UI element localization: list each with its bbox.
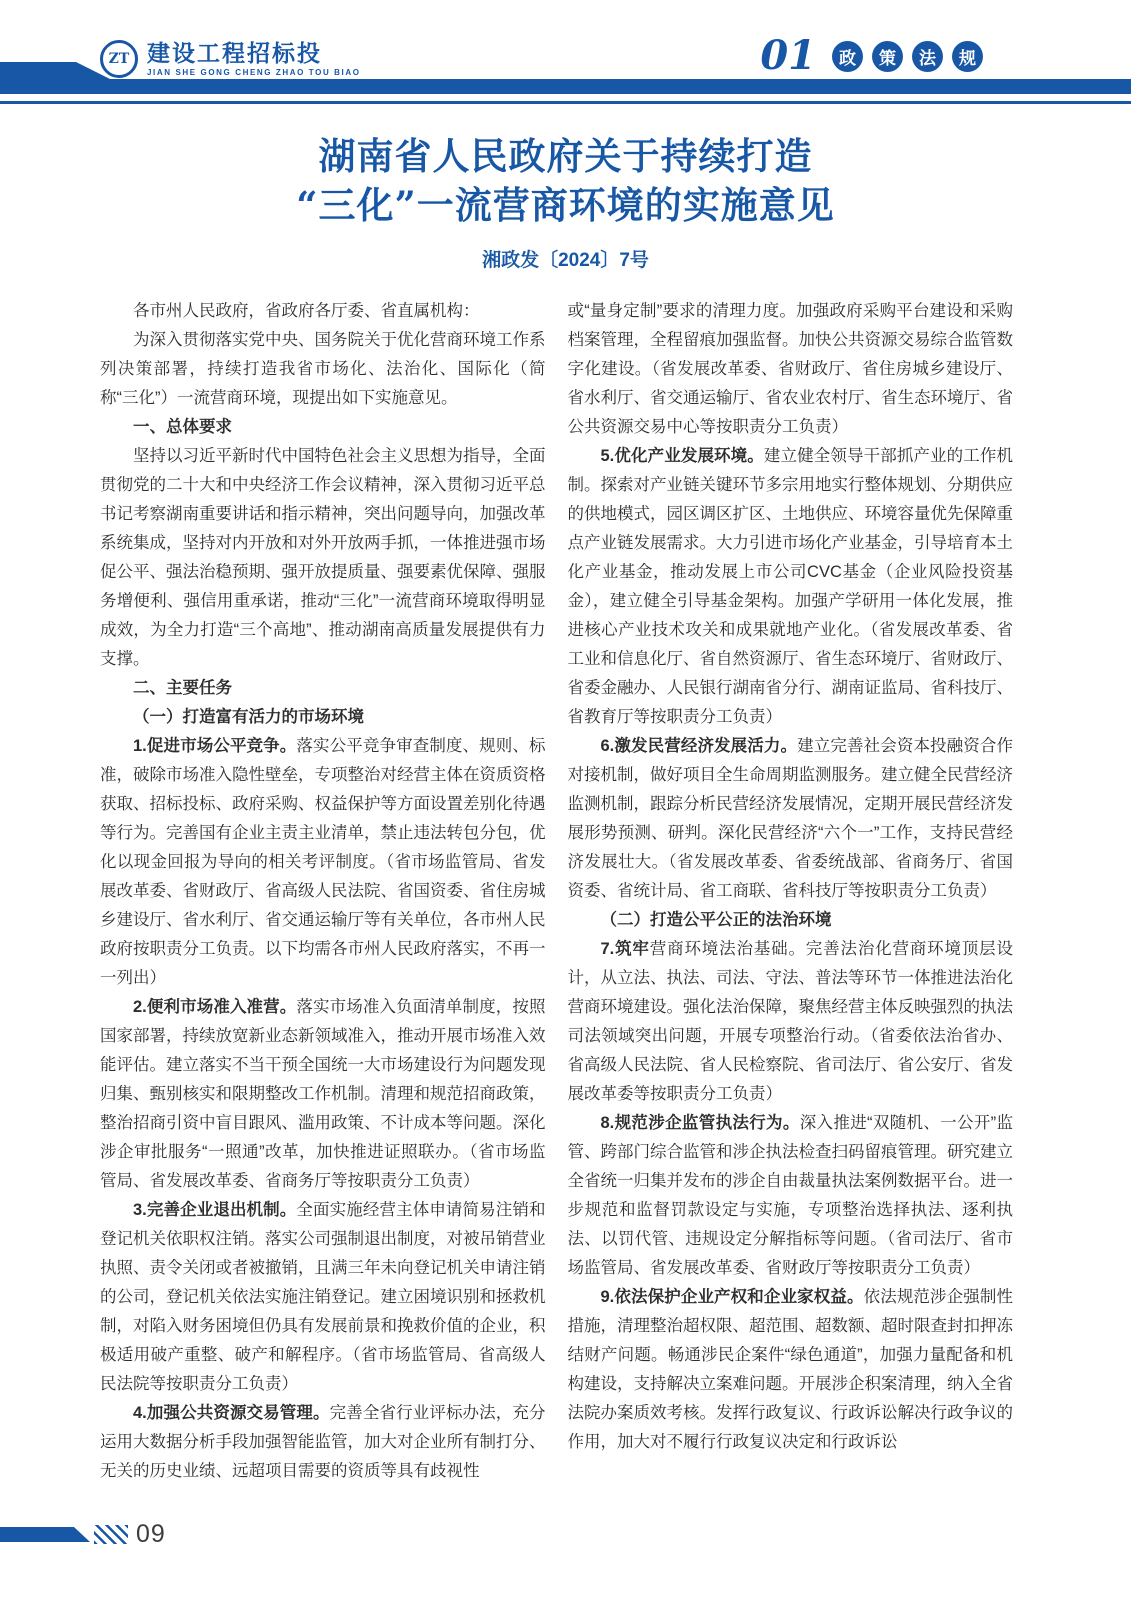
article-title (0, 132, 1131, 230)
section-badge: 策 (872, 41, 903, 72)
paragraph: 3.完善企业退出机制。全面实施经营主体申请简易注销和登记机关依职权注销。落实公司强制退出制度，对被吊销营业执照、责令关闭或者被撤销，且满三年未向登记机关申请注销的公司，登记机关依法实施注销登记。建立困境识别和拯救机制，对陷入财务困境但仍具有发展前景和挽救价值的企业，积极适用破产重整、破产和解程序。（省市场监管局、省高级人民法院等按职责分工负责） (100, 1201, 546, 1393)
section-heading: （一）打造富有活力的市场环境 (133, 708, 364, 726)
paragraph: 7.筑牢营商环境法治基础。完善法治化营商环境顶层设计，从立法、执法、司法、守法、普法等环节一体推进法治化营商环境建设。强化法治保障，聚焦经营主体反映强烈的执法司法领域突出问题，开展专项整治行动。（省委依法治省办、省高级人民法院、省人民检察院、省司法厅、省公安厅、省发展改革委等按职责分工负责） (567, 940, 1014, 1103)
paragraph: 5.优化产业发展环境。建立健全领导干部抓产业的工作机制。探索对产业链关键环节多宗用地实行整体规划、分期供应的供地模式，园区调区扩区、土地供应、环境容量优先保障重点产业链发展需求。大力引进市场化产业基金，引导培育本土化产业基金，推动发展上市公司CVC基金（企业风险投资基金），建立健全引导基金架构。加强产学研用一体化发展，推进核心产业技术攻关和成果就地产业化。（省发展改革委、省工业和信息化厅、省自然资源厅、省生态环境厅、省财政厅、省委金融办、人民银行湖南省分行、湖南证监局、省科技厅、省教育厅等按职责分工负责） (567, 447, 1014, 726)
logo-title: 建设工程招标投 (147, 39, 322, 66)
section-badge: 法 (912, 41, 943, 72)
section-header (760, 32, 983, 79)
section-heading: （二）打造公平公正的法治环境 (600, 911, 832, 929)
paragraph-lead: 7.筑牢 (600, 940, 650, 958)
logo-mark-icon: ZT (100, 40, 138, 78)
paragraph: 坚持以习近平新时代中国特色社会主义思想为指导，全面贯彻党的二十大和中央经济工作会议精神，深入贯彻习近平总书记考察湖南重要讲话和指示精神，突出问题导向，加强改革系统集成，坚持对内开放和对外开放两手抓，一体推进强市场促公平、强法治稳预期、强开放提质量、强要素优保障、强服务增便利、强信用重承诺，推动“三化”一流营商环境取得明显成效，为全力打造“三个高地”、推动湖南高质量发展提供有力支撑。 (100, 447, 546, 668)
paragraph-lead: 8.规范涉企监管执法行为。 (600, 1114, 800, 1132)
document-number: 湘政发〔2024〕7号 (482, 250, 649, 271)
section-badges (832, 41, 983, 72)
paragraph-lead: 4.加强公共资源交易管理。 (133, 1404, 330, 1422)
paragraph: 4.加强公共资源交易管理。完善全省行业评标办法，充分运用大数据分析手段加强智能监管，加大对企业所有制打分、无关的历史业绩、远超项目需要的资质等具有歧视性 (100, 1404, 546, 1480)
footer-stripes-icon (94, 1525, 128, 1544)
section-badge: 政 (832, 41, 863, 72)
paragraph: 6.激发民营经济发展活力。建立完善社会资本投融资合作对接机制，做好项目全生命周期监测服务。建立健全民营经济监测机制，跟踪分析民营经济发展情况，定期开展民营经济发展形势预测、研判。深化民营经济“六个一”工作，支持民营经济发展壮大。（省发展改革委、省委统战部、省商务厅、省国资委、省统计局、省工商联、省科技厅等按职责分工负责） (567, 737, 1014, 900)
paragraph: 9.依法保护企业产权和企业家权益。依法规范涉企强制性措施，清理整治超权限、超范围、超数额、超时限查封扣押冻结财产问题。畅通涉民企案件“绿色通道”，加强力量配备和机构建设，支持解决立案难问题。开展涉企积案清理，纳入全省法院办案质效考核。发挥行政复议、行政诉讼解决行政争议的作用，加大对不履行行政复议决定和行政诉讼 (567, 1288, 1014, 1451)
logo-subtitle: JIAN SHE GONG CHENG ZHAO TOU BIAO (147, 68, 361, 78)
paragraph: 各市州人民政府，省政府各厅委、省直属机构： (133, 302, 480, 320)
section-number: 01 (760, 32, 816, 79)
paragraph-lead: 2.便利市场准入准营。 (133, 998, 297, 1016)
paragraph-lead: 1.促进市场公平竞争。 (133, 737, 297, 755)
paragraph: 2.便利市场准入准营。落实市场准入负面清单制度，按照国家部署，持续放宽新业态新领域准入，推动开展市场准入效能评估。建立落实不当干预全国统一大市场建设行为问题发现归集、甄别核实和限期整改工作机制。清理和规范招商政策，整治招商引资中盲目跟风、滥用政策、不计成本等问题。深化涉企审批服务“一照通”改革，加快推进证照联办。（省市场监管局、省发展改革委、省商务厅等按职责分工负责） (100, 998, 546, 1190)
paragraph-lead: 5.优化产业发展环境。 (600, 447, 764, 465)
paragraph-lead: 9.依法保护企业产权和企业家权益。 (600, 1288, 864, 1306)
page-number: 09 (136, 1520, 166, 1548)
article-title-line1: 湖南省人民政府关于持续打造 (318, 134, 813, 178)
article-title-line2: “三化”一流营商环境的实施意见 (296, 183, 835, 227)
paragraph: 8.规范涉企监管执法行为。深入推进“双随机、一公开”监管、跨部门综合监管和涉企执法检查扫码留痕管理。研究建立全省统一归集并发布的涉企自由裁量执法案例数据平台。进一步规范和监督罚款设定与实施，专项整治选择执法、逐利执法、以罚代管、违规设定分解指标等问题。（省司法厅、省市场监管局、省发展改革委、省财政厅等按职责分工负责） (567, 1114, 1013, 1277)
section-heading: 一、总体要求 (133, 418, 232, 436)
left-column (100, 297, 546, 1486)
paragraph: 或“量身定制”要求的清理力度。加强政府采购平台建设和采购档案管理，全程留痕加强监督。加快公共资源交易综合监管数字化建设。（省发展改革委、省财政厅、省住房城乡建设厅、省水利厅、省交通运输厅、省农业农村厅、省生态环境厅、省公共资源交易中心等按职责分工负责） (567, 302, 1013, 436)
header-rule (0, 101, 1131, 104)
right-column (568, 297, 1014, 1486)
paragraph: 为深入贯彻落实党中央、国务院关于优化营商环境工作系列决策部署，持续打造我省市场化、法治化、国际化（简称“三化”）一流营商环境，现提出如下实施意见。 (100, 331, 546, 407)
footer-bar (0, 1527, 90, 1542)
logo-text (147, 41, 361, 77)
paragraph-lead: 3.完善企业退出机制。 (133, 1201, 297, 1219)
publication-logo (100, 40, 361, 78)
paragraph-lead: 6.激发民营经济发展活力。 (600, 737, 798, 755)
article-body (0, 272, 1131, 1486)
paragraph: 1.促进市场公平竞争。落实公平竞争审查制度、规则、标准，破除市场准入隐性壁垒，专项整治对经营主体在资质资格获取、招标投标、政府采购、权益保护等方面设置差别化待遇等行为。完善国有企业主责主业清单，禁止违法转包分包，优化以现金回报为导向的相关考评制度。（省市场监管局、省发展改革委、省财政厅、省高级人民法院、省国资委、省住房城乡建设厅、省水利厅、省交通运输厅等有关单位，各市州人民政府按职责分工负责。以下均需各市州人民政府落实，不再一一列出） (100, 737, 546, 987)
section-heading: 二、主要任务 (133, 679, 232, 697)
header-bar (0, 79, 1131, 94)
section-badge: 规 (952, 41, 983, 72)
